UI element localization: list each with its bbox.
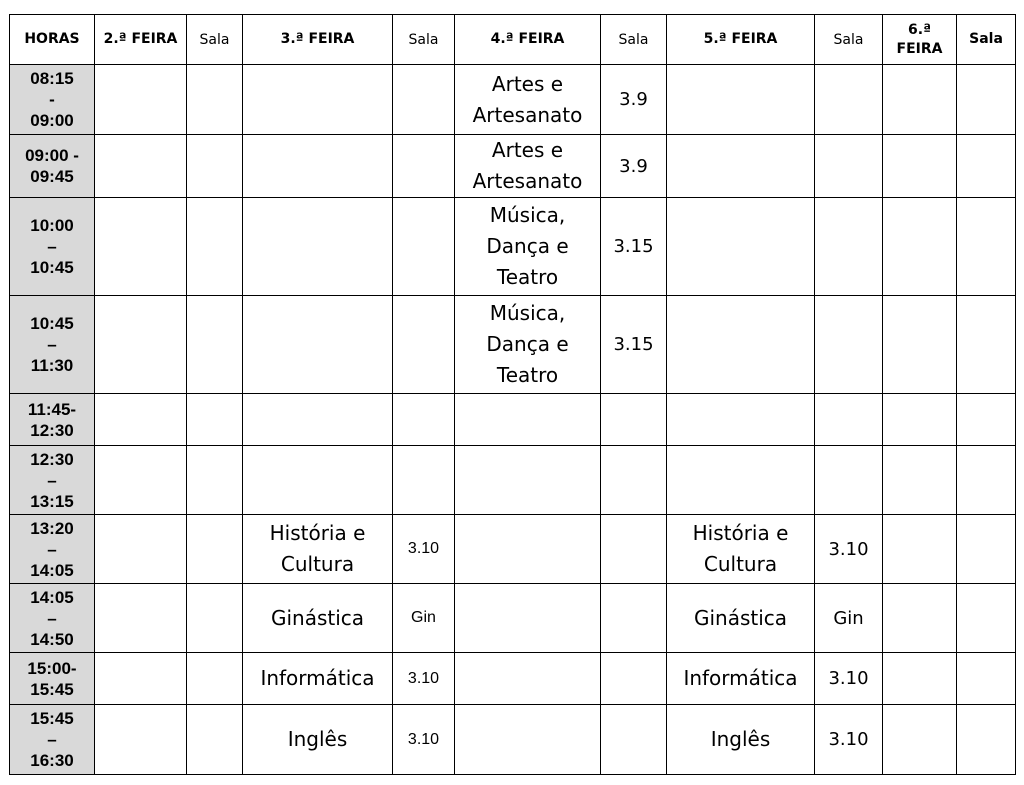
class-cell-friday: [883, 515, 957, 584]
class-cell-monday: [95, 584, 187, 653]
room-cell-tuesday: [393, 198, 455, 296]
table-row: [10, 584, 1016, 653]
header-sala-wednesday: Sala: [601, 15, 667, 65]
room-cell-monday: [187, 653, 243, 705]
class-cell-monday: [95, 135, 187, 198]
room-cell-thursday: [815, 198, 883, 296]
room-cell-tuesday: [393, 446, 455, 515]
class-cell-thursday: [667, 135, 815, 198]
class-cell-monday: [95, 515, 187, 584]
header-wednesday: 4.ª FEIRA: [455, 15, 601, 65]
class-cell-thursday: [667, 198, 815, 296]
room-cell-friday: [957, 296, 1016, 394]
room-cell-tuesday: 3.10: [393, 705, 455, 775]
class-cell-monday: [95, 394, 187, 446]
class-cell-monday: [95, 705, 187, 775]
time-slot-cell: 11:45- 12:30: [10, 394, 95, 446]
time-slot-cell: 08:15 - 09:00: [10, 65, 95, 135]
class-cell-thursday: [667, 296, 815, 394]
table-row: [10, 705, 1016, 775]
time-slot-cell: 13:20 – 14:05: [10, 515, 95, 584]
class-cell-tuesday: [243, 135, 393, 198]
header-row: [10, 15, 1016, 65]
class-cell-friday: [883, 296, 957, 394]
room-cell-tuesday: [393, 65, 455, 135]
class-cell-tuesday: Inglês: [243, 705, 393, 775]
room-cell-friday: [957, 515, 1016, 584]
room-cell-monday: [187, 394, 243, 446]
room-cell-monday: [187, 198, 243, 296]
class-cell-monday: [95, 653, 187, 705]
room-cell-friday: [957, 198, 1016, 296]
header-sala-friday: Sala: [957, 15, 1016, 65]
class-cell-thursday: [667, 394, 815, 446]
class-cell-tuesday: [243, 296, 393, 394]
class-cell-friday: [883, 705, 957, 775]
class-cell-tuesday: História e Cultura: [243, 515, 393, 584]
room-cell-thursday: 3.10: [815, 515, 883, 584]
time-slot-cell: 10:45 – 11:30: [10, 296, 95, 394]
room-cell-thursday: 3.10: [815, 653, 883, 705]
room-cell-wednesday: [601, 394, 667, 446]
class-cell-wednesday: [455, 446, 601, 515]
class-cell-friday: [883, 394, 957, 446]
class-cell-tuesday: Ginástica: [243, 584, 393, 653]
class-cell-thursday: Informática: [667, 653, 815, 705]
room-cell-wednesday: 3.15: [601, 296, 667, 394]
header-sala-tuesday: Sala: [393, 15, 455, 65]
room-cell-friday: [957, 394, 1016, 446]
time-slot-cell: 15:45 – 16:30: [10, 705, 95, 775]
room-cell-friday: [957, 653, 1016, 705]
table-row: [10, 65, 1016, 135]
room-cell-thursday: Gin: [815, 584, 883, 653]
room-cell-tuesday: 3.10: [393, 515, 455, 584]
class-cell-thursday: Ginástica: [667, 584, 815, 653]
class-cell-wednesday: [455, 653, 601, 705]
room-cell-monday: [187, 135, 243, 198]
class-cell-tuesday: [243, 394, 393, 446]
header-thursday: 5.ª FEIRA: [667, 15, 815, 65]
room-cell-monday: [187, 65, 243, 135]
header-sala-thursday: Sala: [815, 15, 883, 65]
room-cell-wednesday: [601, 584, 667, 653]
header-monday: 2.ª FEIRA: [95, 15, 187, 65]
room-cell-wednesday: 3.9: [601, 135, 667, 198]
room-cell-wednesday: [601, 705, 667, 775]
room-cell-monday: [187, 446, 243, 515]
class-cell-friday: [883, 198, 957, 296]
table-row: [10, 515, 1016, 584]
class-cell-friday: [883, 584, 957, 653]
class-cell-tuesday: [243, 446, 393, 515]
header-friday: 6.ª FEIRA: [883, 15, 957, 65]
class-cell-wednesday: Artes e Artesanato: [455, 135, 601, 198]
room-cell-friday: [957, 705, 1016, 775]
header-horas: HORAS: [10, 15, 95, 65]
class-cell-wednesday: Música, Dança e Teatro: [455, 296, 601, 394]
time-slot-cell: 09:00 - 09:45: [10, 135, 95, 198]
room-cell-thursday: [815, 446, 883, 515]
class-cell-wednesday: [455, 515, 601, 584]
room-cell-tuesday: [393, 296, 455, 394]
room-cell-tuesday: Gin: [393, 584, 455, 653]
header-tuesday: 3.ª FEIRA: [243, 15, 393, 65]
room-cell-wednesday: [601, 653, 667, 705]
class-cell-thursday: [667, 446, 815, 515]
room-cell-monday: [187, 584, 243, 653]
class-cell-wednesday: [455, 705, 601, 775]
time-slot-cell: 15:00- 15:45: [10, 653, 95, 705]
header-sala-monday: Sala: [187, 15, 243, 65]
class-cell-wednesday: [455, 394, 601, 446]
table-row: [10, 135, 1016, 198]
room-cell-thursday: [815, 135, 883, 198]
class-cell-wednesday: [455, 584, 601, 653]
class-cell-thursday: [667, 65, 815, 135]
class-cell-tuesday: [243, 65, 393, 135]
table-row: [10, 198, 1016, 296]
class-cell-monday: [95, 296, 187, 394]
schedule-table: [9, 14, 1016, 775]
room-cell-thursday: [815, 296, 883, 394]
schedule-body: [10, 65, 1016, 775]
room-cell-wednesday: [601, 515, 667, 584]
class-cell-monday: [95, 446, 187, 515]
class-cell-monday: [95, 198, 187, 296]
table-row: [10, 446, 1016, 515]
time-slot-cell: 14:05 – 14:50: [10, 584, 95, 653]
time-slot-cell: 12:30 – 13:15: [10, 446, 95, 515]
class-cell-thursday: História e Cultura: [667, 515, 815, 584]
class-cell-thursday: Inglês: [667, 705, 815, 775]
room-cell-tuesday: 3.10: [393, 653, 455, 705]
table-row: [10, 653, 1016, 705]
room-cell-wednesday: 3.9: [601, 65, 667, 135]
room-cell-wednesday: 3.15: [601, 198, 667, 296]
room-cell-tuesday: [393, 135, 455, 198]
room-cell-wednesday: [601, 446, 667, 515]
room-cell-friday: [957, 446, 1016, 515]
class-cell-friday: [883, 135, 957, 198]
class-cell-tuesday: [243, 198, 393, 296]
room-cell-friday: [957, 65, 1016, 135]
class-cell-friday: [883, 65, 957, 135]
room-cell-thursday: 3.10: [815, 705, 883, 775]
class-cell-friday: [883, 446, 957, 515]
class-cell-friday: [883, 653, 957, 705]
room-cell-monday: [187, 296, 243, 394]
room-cell-tuesday: [393, 394, 455, 446]
class-cell-monday: [95, 65, 187, 135]
room-cell-thursday: [815, 394, 883, 446]
room-cell-monday: [187, 705, 243, 775]
table-row: [10, 394, 1016, 446]
time-slot-cell: 10:00 – 10:45: [10, 198, 95, 296]
room-cell-thursday: [815, 65, 883, 135]
table-row: [10, 296, 1016, 394]
class-cell-wednesday: Música, Dança e Teatro: [455, 198, 601, 296]
room-cell-monday: [187, 515, 243, 584]
room-cell-friday: [957, 584, 1016, 653]
class-cell-wednesday: Artes e Artesanato: [455, 65, 601, 135]
room-cell-friday: [957, 135, 1016, 198]
class-cell-tuesday: Informática: [243, 653, 393, 705]
